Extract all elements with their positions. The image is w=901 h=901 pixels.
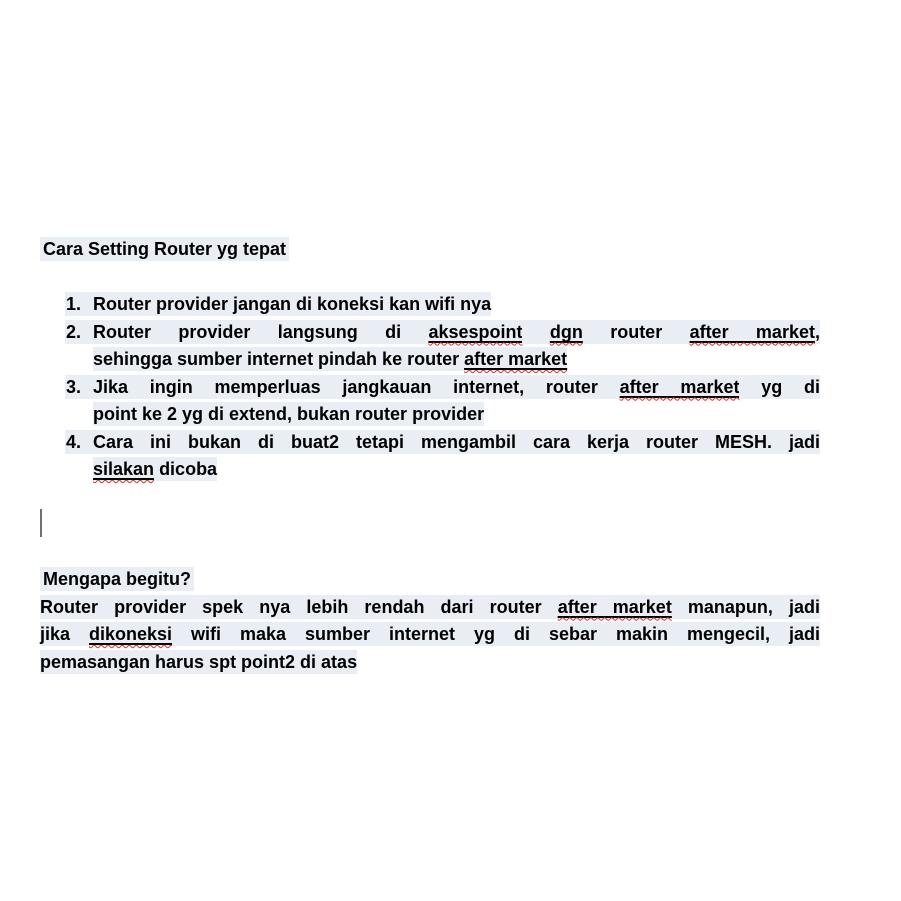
text-segment: Jika ingin memperluas jangkauan internet, router (93, 376, 620, 397)
text-segment: Router provider langsung di (93, 321, 429, 342)
text-line (93, 319, 820, 347)
text-segment: dicoba (154, 459, 218, 479)
spellcheck-squiggle-text: after market (689, 321, 815, 342)
question-heading-text: Mengapa begitu? (40, 567, 194, 591)
empty-paragraph[interactable] (40, 511, 820, 539)
list-item-text (93, 429, 820, 484)
question-heading (40, 566, 820, 594)
document-body (40, 236, 820, 676)
text-segment: Cara ini bukan di buat2 tetapi mengambil cara kerja router MESH. jadi (93, 431, 820, 452)
text-segment: yg di (739, 376, 820, 397)
list-item (65, 429, 820, 484)
text-line (93, 374, 820, 402)
blank-line (40, 484, 820, 512)
list-item-text (93, 319, 820, 374)
text-segment: jika (40, 624, 90, 644)
underlined-misspelled-text (93, 457, 154, 481)
underlined-misspelled-text (428, 320, 522, 344)
blank-line (40, 539, 820, 567)
text-line (93, 346, 820, 374)
spellcheck-squiggle-text: dgn (549, 321, 583, 342)
text-line (40, 649, 820, 677)
list-item-number (65, 429, 93, 457)
text-segment: wifi maka sumber internet yg di sebar makin mengecil, jadi (172, 624, 820, 644)
list-item (65, 319, 820, 374)
document-title (40, 236, 820, 264)
text-segment: Router provider spek nya lebih rendah dari router (40, 596, 558, 617)
underlined-misspelled-text (550, 320, 583, 344)
blank-line (40, 264, 820, 292)
text-segment: sehingga sumber internet pindah ke router (93, 349, 465, 369)
list-item (65, 374, 820, 429)
text-line (93, 401, 820, 429)
text-line (93, 456, 820, 484)
list-number-text: 1. (65, 292, 93, 316)
list-number-text: 3. (65, 375, 93, 399)
spellcheck-squiggle-text: aksespoint (428, 321, 523, 342)
spellcheck-squiggle-text: after market (557, 596, 672, 617)
text-segment (522, 320, 549, 344)
numbered-list (65, 291, 820, 484)
list-item-number (65, 374, 93, 402)
list-item-number (65, 291, 93, 319)
explanation-paragraph (40, 594, 820, 677)
list-item-text (93, 374, 820, 429)
spellcheck-squiggle-text: dikoneksi (89, 624, 173, 644)
text-segment: Router provider jangan di koneksi kan wifi nya (93, 294, 492, 314)
text-caret (40, 509, 42, 537)
underlined-misspelled-text (89, 622, 172, 646)
underlined-misspelled-text (620, 375, 740, 399)
list-number-text: 2. (65, 320, 93, 344)
list-item-text (93, 291, 820, 319)
spellcheck-squiggle-text: silakan (93, 459, 155, 479)
text-segment: pemasangan harus spt point2 di atas (40, 651, 358, 672)
text-line (40, 594, 820, 622)
spellcheck-squiggle-text: after market (619, 376, 740, 397)
text-segment: point ke 2 yg di extend, bukan router provider (93, 404, 485, 424)
underlined-misspelled-text (558, 595, 672, 619)
text-line (93, 429, 820, 457)
document-title-text: Cara Setting Router yg tepat (40, 237, 289, 261)
text-segment: router (582, 321, 690, 342)
list-item-number (65, 319, 93, 347)
underlined-misspelled-text (464, 347, 567, 371)
list-item (65, 291, 820, 319)
list-number-text: 4. (65, 430, 93, 454)
underlined-misspelled-text (690, 320, 815, 344)
text-segment: , (814, 321, 820, 342)
text-line (40, 621, 820, 649)
spellcheck-squiggle-text: after market (464, 349, 568, 369)
text-line (93, 291, 820, 319)
text-segment: manapun, jadi (671, 596, 820, 617)
